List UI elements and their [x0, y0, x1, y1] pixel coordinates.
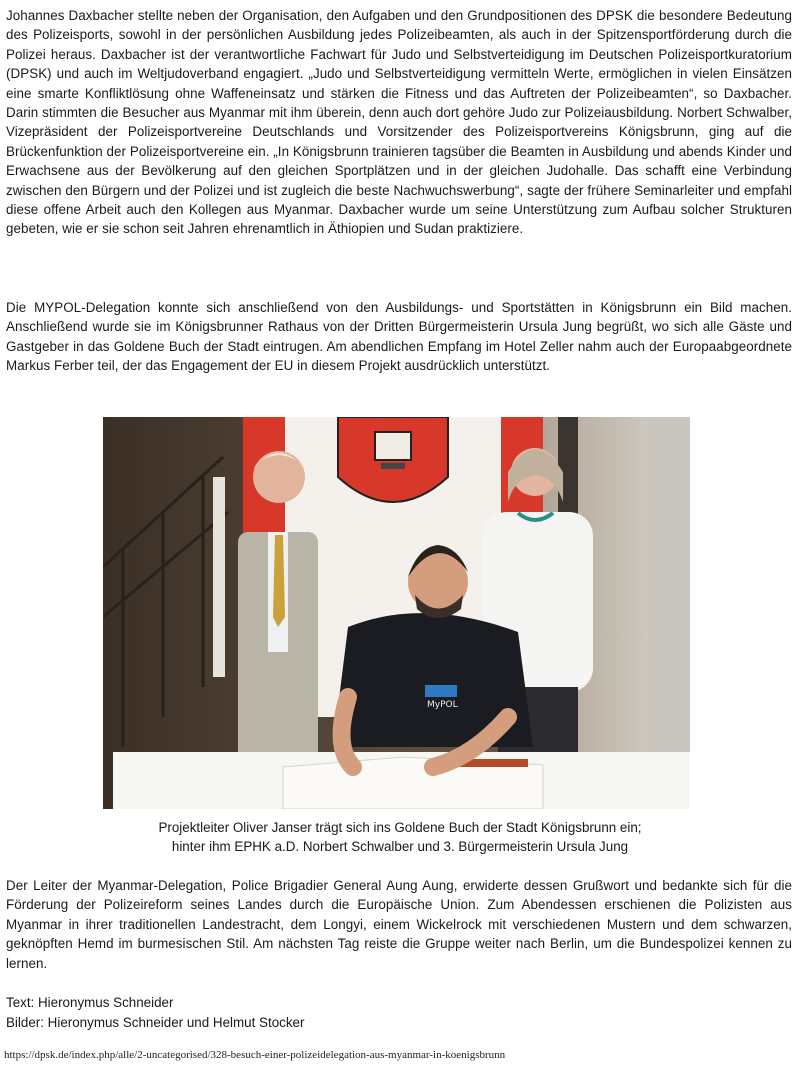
source-url: https://dpsk.de/index.php/alle/2-uncategorised/328-besuch-einer-polizeidelegation-aus-myanmar-in-koenigsbrunn	[4, 1049, 506, 1061]
credit-text: Text: Hieronymus Schneider	[6, 995, 174, 1010]
signing-table	[113, 752, 690, 809]
credit-images: Bilder: Hieronymus Schneider und Helmut Stocker	[6, 1015, 305, 1030]
caption-line-1: Projektleiter Oliver Janser trägt sich ins Goldene Buch der Stadt Königsbrunn ein;	[158, 820, 642, 835]
photo-illustration	[103, 417, 690, 809]
article-paragraph-2: Die MYPOL-Delegation konnte sich anschließend von den Ausbildungs- und Sportstätten in Königsbrunn ein Bild machen. Anschließend wurde sie im Königsbrunner Rathaus von der Dritten Bürgermeisterin Ursula Jung begrüßt, wo sich alle Gäste und Gastgeber in das Goldene Buch der Stadt eintrugen. Am abendlichen Empfang im Hotel Zeller nahm auch der Europaabgeordnete Markus Ferber teil, der das Engagement der EU in diesem Projekt ausdrücklich unterstützt.	[6, 300, 792, 374]
article-paragraph-3: Der Leiter der Myanmar-Delegation, Police Brigadier General Aung Aung, erwiderte dessen Grußwort und bedankte sich für die Förderung der Polizeireform seines Landes durch die Europäische Union. Zum Abendessen erschienen die Polizisten aus Myanmar in ihrer traditionellen Landestracht, dem Longyi, einem Wickelrock mit verschiedenen Mustern und dem schwarzen, geknöpften Hemd im burmesischen Stil. Am nächsten Tag reiste die Gruppe weiter nach Berlin, um die Bundespolizei kennen zu lernen.	[6, 878, 792, 971]
shirt-logo: MyPOL	[427, 700, 458, 710]
credits	[6, 993, 304, 1033]
photo-caption	[60, 818, 740, 857]
article-paragraph-1: Johannes Daxbacher stellte neben der Organisation, den Aufgaben und den Grundpositionen des DPSK die besondere Bedeutung des Polizeisports, sowohl in der persönlichen Ausbildung jedes Polizeibeamten, als auch in der Spitzensportförderung durch die Polizei heraus. Daxbacher ist der verantwortliche Fachwart für Judo und Selbstverteidigung im Deutschen Polizeisportkuratorium (DPSK) und auch im Weltjudoverband engagiert. „Judo und Selbstverteidigung vermitteln Werte, ermöglichen in vielen Einsätzen eine smarte Konfliktlösung ohne Waffeneinsatz und stärken die Fitness und das Auftreten der Polizeibeamten“, so Daxbacher. Darin stimmten die Besucher aus Myanmar mit ihm überein, denn auch dort gehöre Judo zur Polizeiausbildung. Norbert Schwalber, Vizepräsident der Polizeisportvereine Deutschlands und Vorsitzender des Polizeisportvereins Königsbrunn, ging auf die Brückenfunktion der Polizeisportvereine ein. „In Königsbrunn trainieren tagsüber die Beamten in Ausbildung und abends Kinder und Erwachsene aus der Bevölkerung auf den gleichen Sportplätzen und in der gleichen Judohalle. Das schafft eine Verbindung zwischen den Bürgern und der Polizei und ist zugleich die beste Nachwuchswerbung“, sagte der frühere Seminarleiter und empfahl diese offene Arbeit auch den Kollegen aus Myanmar. Daxbacher wurde um seine Unterstützung zum Aufbau solcher Strukturen gebeten, wie er sie schon seit Jahren ehrenamtlich in Äthiopien und Sudan praktiziere.	[6, 8, 792, 237]
article-photo	[103, 417, 690, 809]
caption-line-2: hinter ihm EPHK a.D. Norbert Schwalber und 3. Bürgermeisterin Ursula Jung	[171, 839, 629, 855]
